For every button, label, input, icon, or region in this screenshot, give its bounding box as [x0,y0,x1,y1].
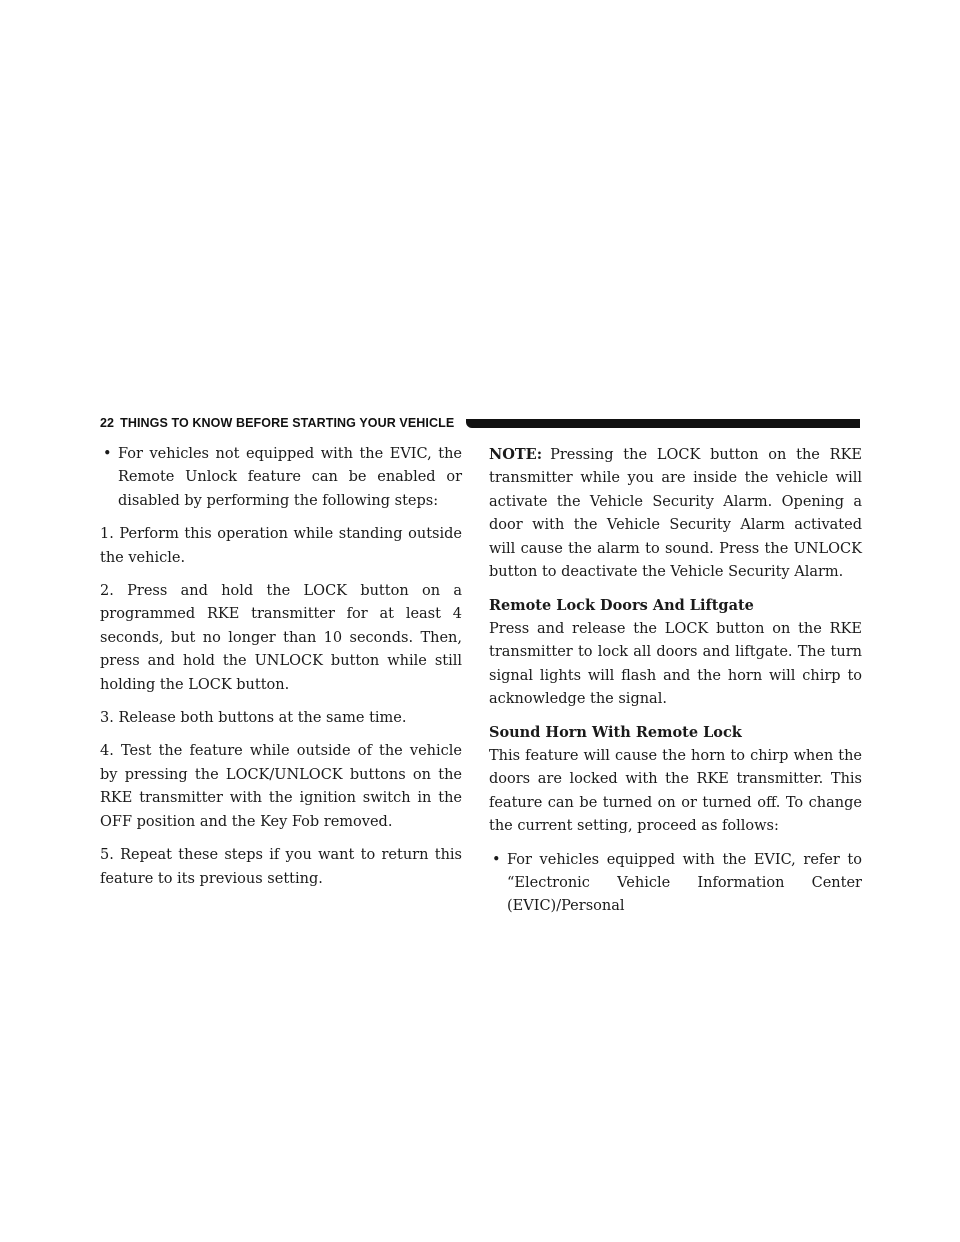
step-3: 3. Release both buttons at the same time. [100,710,407,727]
bullet-text: For vehicles not equipped with the EVIC, the Remote Unlock feature can be enabled or disabled by performing the following steps: [118,446,462,509]
page-number: 22 [100,416,115,430]
section-heading-sound-horn: Sound Horn With Remote Lock [489,724,742,742]
bullet-text: For vehicles equipped with the EVIC, refer to “Electronic Vehicle Information Center (EVIC)/Personal [507,851,862,915]
bullet-icon: • [103,446,112,462]
header-label [100,415,454,431]
step-4: 4. Test the feature while outside of the vehicle by pressing the LOCK/UNLOCK buttons on the RKE transmitter with the ignition switch in the OFF position and the Key Fob removed. [100,743,462,830]
section-text-remote-lock: Press and release the LOCK button on the RKE transmitter to lock all doors and liftgate. The turn signal lights will flash and the horn will chirp to acknowledge the signal. [489,620,862,708]
left-column [100,443,462,901]
right-column [489,443,862,929]
note-text: Pressing the LOCK button on the RKE transmitter while you are inside the vehicle will activate the Vehicle Security Alarm. Opening a door with the Vehicle Security Alarm activated will cause the alarm to sound. Press the UNLOCK button to deactivate the Vehicle Security Alarm. [489,447,862,581]
step-2: 2. Press and hold the LOCK button on a programmed RKE transmitter for at least 4 seconds, but no longer than 10 seconds. Then, press and hold the UNLOCK button while still holding the LOCK button. [100,583,462,693]
page-header [100,415,860,431]
note-paragraph [489,443,862,584]
step-1: 1. Perform this operation while standing outside the vehicle. [100,526,462,566]
list-item [489,849,862,919]
section-heading-remote-lock: Remote Lock Doors And Liftgate [489,597,754,615]
section-text-sound-horn: This feature will cause the horn to chirp when the doors are locked with the RKE transmitter. This feature can be turned on or turned off. To change the current setting, proceed as follows: [489,747,862,835]
section-title: THINGS TO KNOW BEFORE STARTING YOUR VEHICLE [120,416,455,430]
header-rule [466,419,860,428]
list-item [100,443,462,513]
bullet-icon: • [492,851,501,868]
step-5: 5. Repeat these steps if you want to return this feature to its previous setting. [100,847,462,887]
note-label: NOTE: [489,446,543,463]
